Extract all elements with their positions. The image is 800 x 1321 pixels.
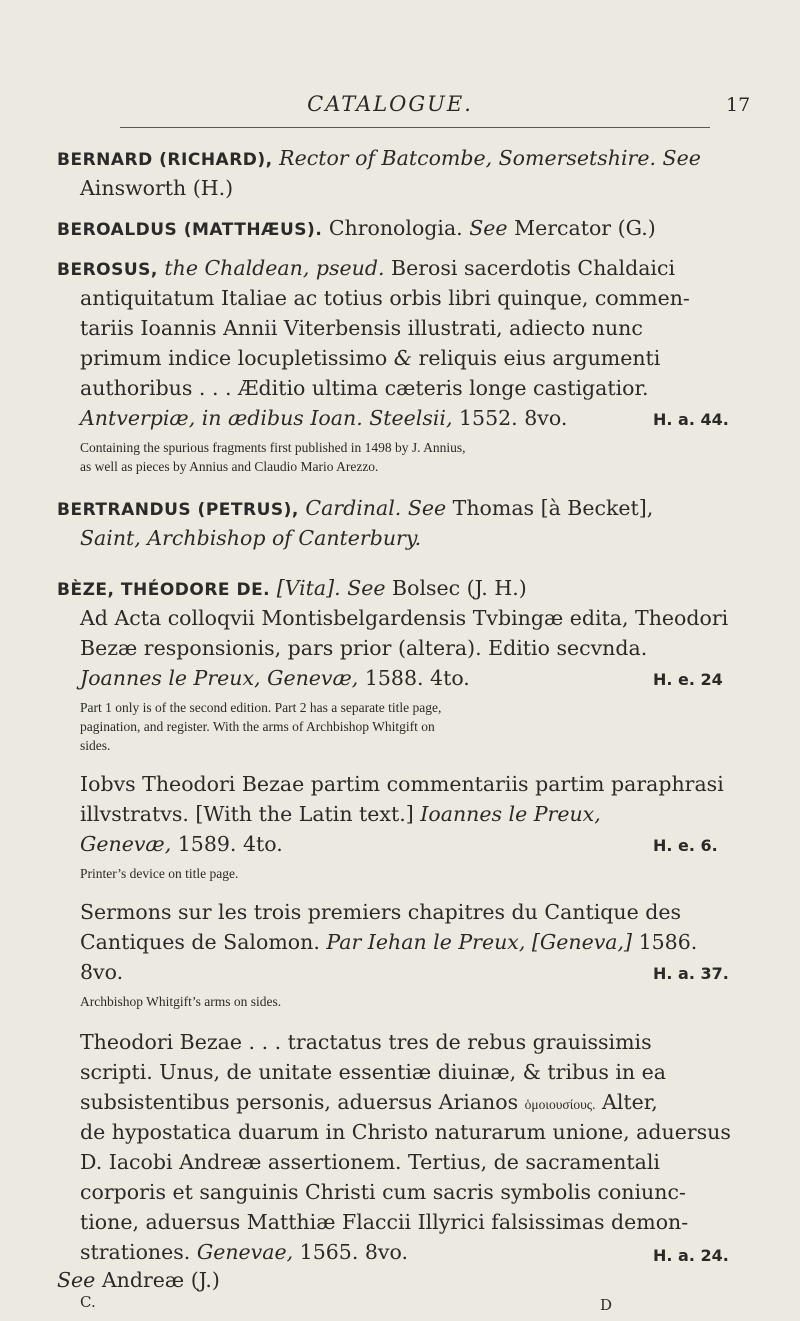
beze-work-3-note: Archbishop Whitgift’s arms on sides.	[80, 994, 282, 1009]
entry-berosus-note-1: Containing the spurious fragments first published in 1498 by J. Annius,	[80, 440, 466, 455]
entry-heading: BEROSUS,	[57, 260, 158, 280]
beze-work-1-line-2: Bezæ responsionis, pars prior (altera). Editio secvnda.	[80, 636, 648, 660]
beze-work-4-line-8: strationes. Genevae, 1565. 8vo.	[80, 1240, 408, 1264]
page-number: 17	[726, 94, 751, 116]
signature-mark-right: D	[600, 1296, 613, 1314]
entry-berosus-note-2: as well as pieces by Annius and Claudio Mario Arezzo.	[80, 459, 379, 474]
beze-work-3-line-2: Cantiques de Salomon. Par Iehan le Preux, [Geneva,] 1586.	[80, 930, 698, 954]
entry-bernard-line-1: BERNARD (RICHARD), Rector of Batcombe, Somersetshire. See	[57, 146, 701, 170]
entry-berosus-line-1: BEROSUS, the Chaldean, pseud. Berosi sacerdotis Chaldaici	[57, 256, 676, 280]
beze-work-4-line-6: corporis et sanguinis Christi cum sacris symbolis coniunc-	[80, 1180, 686, 1204]
shelf-mark: H. e. 6.	[653, 836, 718, 855]
entry-beze-line-1: BÈZE, THÉODORE DE. [Vita]. See Bolsec (J. H.)	[57, 576, 527, 600]
header-rule	[120, 127, 710, 128]
beze-work-4-line-3: subsistentibus personis, aduersus Arianos ὁμοιουσίους. Alter,	[80, 1090, 658, 1114]
shelf-mark: H. a. 44.	[653, 410, 729, 429]
shelf-mark: H. a. 37.	[653, 964, 729, 983]
signature-mark-left: C.	[80, 1293, 96, 1311]
entry-heading: BERNARD (RICHARD),	[57, 150, 273, 170]
beze-work-2-line-2: illvstratvs. [With the Latin text.] Ioannes le Preux,	[80, 802, 601, 826]
entry-bernard-line-2: Ainsworth (H.)	[80, 176, 234, 200]
entry-beroaldus-line-1: BEROALDUS (MATTHÆUS). Chronologia. See Mercator (G.)	[57, 216, 656, 240]
beze-work-3-line-1: Sermons sur les trois premiers chapitres du Cantique des	[80, 900, 682, 924]
entry-berosus-line-3: tariis Ioannis Annii Viterbensis illustrati, adiecto nunc	[80, 316, 643, 340]
beze-work-4-line-9: See Andreæ (J.)	[57, 1268, 220, 1292]
shelf-mark: H. e. 24	[653, 670, 723, 689]
entry-berosus-line-4: primum indice locupletissimo & reliquis eius argumenti	[80, 346, 661, 370]
entry-heading: BÈZE, THÉODORE DE.	[57, 580, 271, 600]
entry-berosus-line-6: Antverpiæ, in ædibus Ioan. Steelsii, 1552. 8vo.	[80, 406, 568, 430]
beze-work-2-line-1: Iobvs Theodori Bezae partim commentariis partim paraphrasi	[80, 772, 724, 796]
entry-heading: BERTRANDUS (PETRUS),	[57, 500, 299, 520]
entry-heading: BEROALDUS (MATTHÆUS).	[57, 220, 323, 240]
shelf-mark: H. a. 24.	[653, 1246, 729, 1265]
beze-work-1-note-1: Part 1 only is of the second edition. Part 2 has a separate title page,	[80, 700, 442, 715]
beze-work-1-note-2: pagination, and register. With the arms of Archbishop Whitgift on	[80, 719, 435, 734]
beze-work-4-line-2: scripti. Unus, de unitate essentiæ diuinæ, & tribus in ea	[80, 1060, 667, 1084]
beze-work-4-line-5: D. Iacobi Andreæ assertionem. Tertius, de sacramentali	[80, 1150, 660, 1174]
beze-work-4-line-1: Theodori Bezae . . . tractatus tres de rebus grauissimis	[80, 1030, 652, 1054]
beze-work-1-note-3: sides.	[80, 738, 111, 753]
beze-work-2-line-3: Genevæ, 1589. 4to.	[80, 832, 283, 856]
beze-work-3-line-3: 8vo.	[80, 960, 124, 984]
running-head: CATALOGUE.	[307, 92, 473, 116]
beze-work-1-line-3: Joannes le Preux, Genevæ, 1588. 4to.	[80, 666, 470, 690]
entry-bertrandus-line-2: Saint, Archbishop of Canterbury.	[80, 526, 422, 550]
entry-berosus-line-5: authoribus . . . Æditio ultima cæteris longe castigatior.	[80, 376, 649, 400]
entry-berosus-line-2: antiquitatum Italiae ac totius orbis libri quinque, commen-	[80, 286, 690, 310]
beze-work-2-note: Printer’s device on title page.	[80, 866, 239, 881]
entry-bertrandus-line-1: BERTRANDUS (PETRUS), Cardinal. See Thomas [à Becket],	[57, 496, 654, 520]
beze-work-1-line-1: Ad Acta colloqvii Montisbelgardensis Tvbingæ edita, Theodori	[80, 606, 729, 630]
beze-work-4-line-4: de hypostatica duarum in Christo naturarum unione, aduersus	[80, 1120, 731, 1144]
beze-work-4-line-7: tione, aduersus Matthiæ Flaccii Illyrici falsissimas demon-	[80, 1210, 689, 1234]
